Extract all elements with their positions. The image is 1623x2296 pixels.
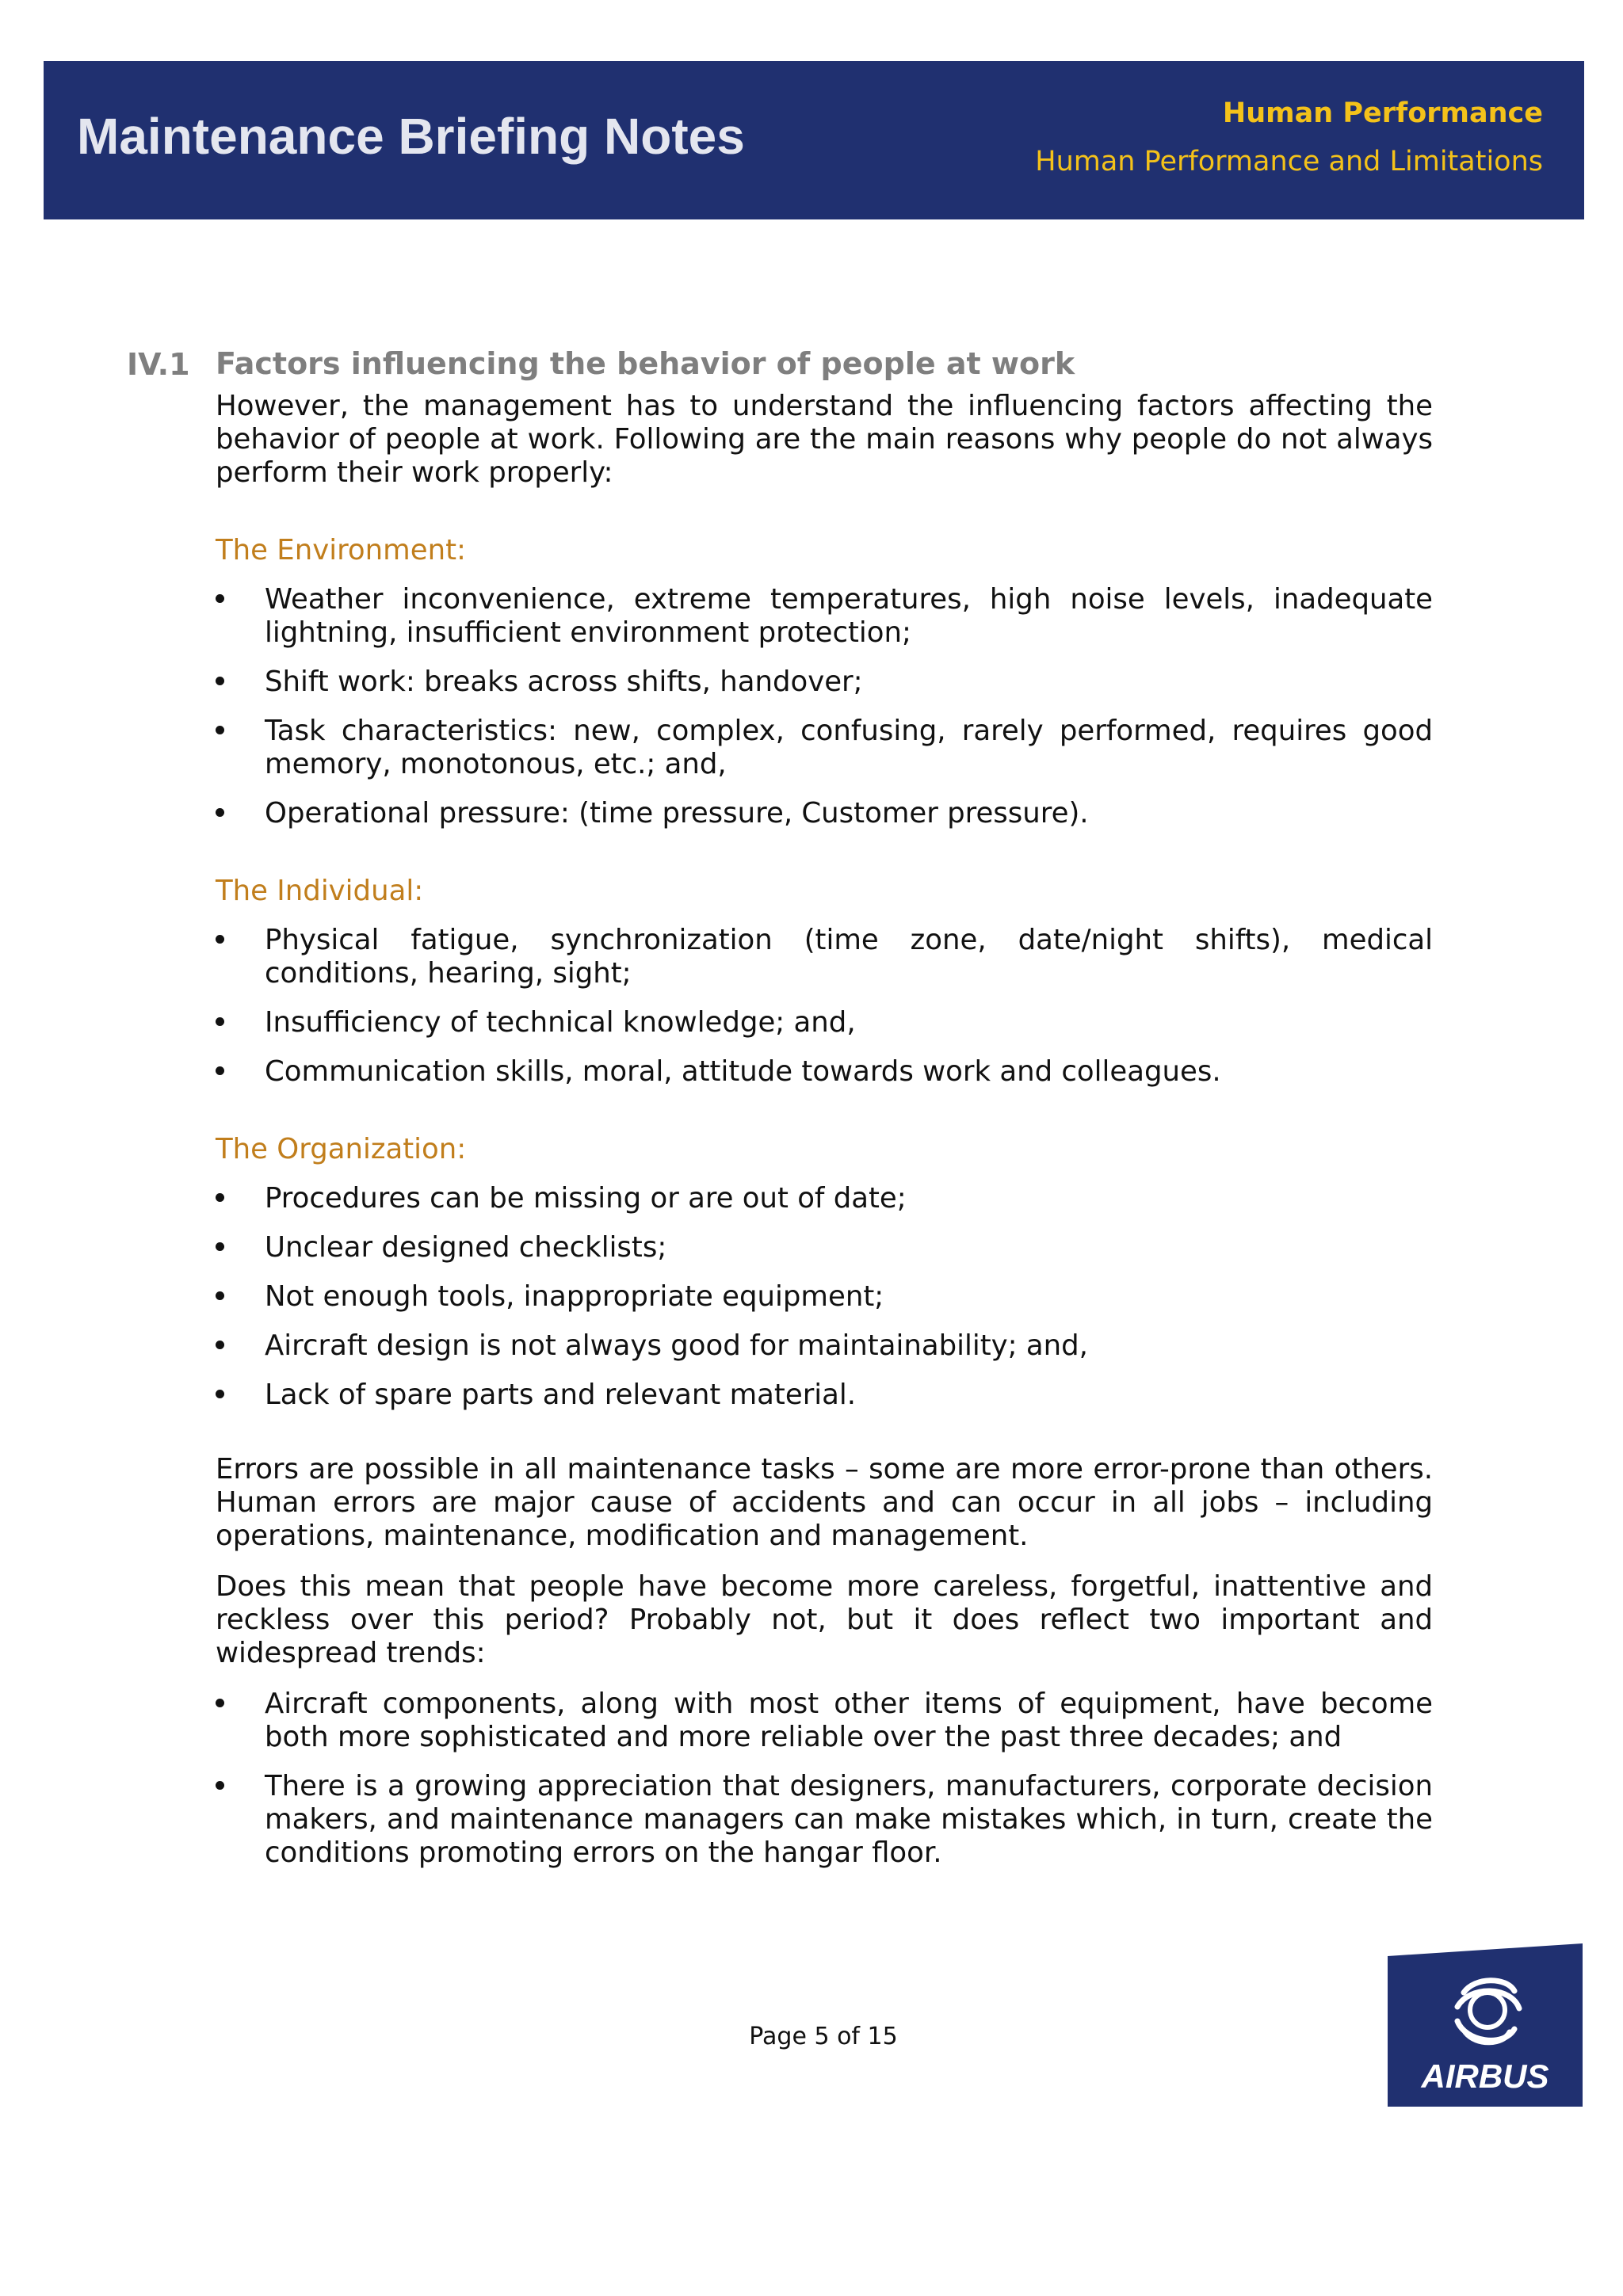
errors-paragraph: Errors are possible in all maintenance tasks – some are more error-prone than others. Human errors are major cause of accidents and can occur in all jobs – including operations, maintenance, modification and management.: [216, 1453, 1433, 1552]
bullet-icon: [216, 1066, 224, 1075]
header-subcategory: Human Performance and Limitations: [1035, 146, 1543, 177]
bullet-icon: [216, 1193, 224, 1202]
list-item: Not enough tools, inappropriate equipment;: [216, 1280, 1433, 1314]
list-item: Operational pressure: (time pressure, Customer pressure).: [216, 797, 1433, 830]
bullet-icon: [216, 1017, 224, 1026]
bullet-icon: [216, 1291, 224, 1300]
page-number: Page 5 of 15: [749, 2023, 898, 2050]
bullet-icon: [216, 808, 224, 817]
section-number: IV.1: [127, 347, 190, 382]
environment-list: [216, 583, 1433, 830]
bullet-icon: [216, 1341, 224, 1349]
airbus-logo-icon: [1388, 1943, 1583, 2107]
environment-heading: The Environment:: [216, 534, 466, 566]
bullet-icon: [216, 726, 224, 734]
bullet-icon: [216, 594, 224, 603]
bullet-icon: [216, 1242, 224, 1251]
organization-list: [216, 1182, 1433, 1412]
list-item: Task characteristics: new, complex, confusing, rarely performed, requires good memory, monotonous, etc.; and,: [216, 715, 1433, 781]
bullet-icon: [216, 1390, 224, 1398]
organization-heading: The Organization:: [216, 1133, 467, 1165]
list-item: There is a growing appreciation that designers, manufacturers, corporate decision makers, and maintenance managers can make mistakes which, in turn, create the conditions promoting errors on the hangar floor.: [216, 1770, 1433, 1870]
list-item: Physical fatigue, synchronization (time zone, date/night shifts), medical conditions, hearing, sight;: [216, 924, 1433, 990]
content-body: [216, 341, 1433, 1886]
individual-list: [216, 924, 1433, 1089]
airbus-logo: [1388, 1943, 1583, 2107]
header-category: Human Performance: [1222, 97, 1543, 129]
list-item: Insufficiency of technical knowledge; and,: [216, 1006, 1433, 1039]
document-title: Maintenance Briefing Notes: [77, 108, 745, 165]
bullet-icon: [216, 935, 224, 944]
bullet-icon: [216, 1699, 224, 1707]
intro-paragraph: However, the management has to understand the influencing factors affecting the behavior of people at work. Following are the main reasons why people do not always perform their work properly:: [216, 390, 1433, 489]
trends-paragraph: Does this mean that people have become more careless, forgetful, inattentive and reckless over this period? Probably not, but it does reflect two important and widespread trends:: [216, 1570, 1433, 1669]
header-banner: [44, 61, 1584, 219]
section-title: Factors influencing the behavior of people at work: [216, 346, 1075, 381]
individual-heading: The Individual:: [216, 875, 424, 907]
bullet-icon: [216, 1781, 224, 1790]
list-item: Unclear designed checklists;: [216, 1231, 1433, 1264]
list-item: Shift work: breaks across shifts, handover;: [216, 666, 1433, 699]
bullet-icon: [216, 677, 224, 685]
trends-list: [216, 1688, 1433, 1870]
list-item: Communication skills, moral, attitude towards work and colleagues.: [216, 1055, 1433, 1089]
list-item: Aircraft design is not always good for maintainability; and,: [216, 1329, 1433, 1363]
list-item: Procedures can be missing or are out of date;: [216, 1182, 1433, 1215]
list-item: Lack of spare parts and relevant material.: [216, 1379, 1433, 1412]
list-item: Weather inconvenience, extreme temperatures, high noise levels, inadequate lightning, insufficient environment protection;: [216, 583, 1433, 650]
svg-text:AIRBUS: AIRBUS: [1421, 2058, 1549, 2095]
list-item: Aircraft components, along with most other items of equipment, have become both more sophisticated and more reliable over the past three decades; and: [216, 1688, 1433, 1754]
